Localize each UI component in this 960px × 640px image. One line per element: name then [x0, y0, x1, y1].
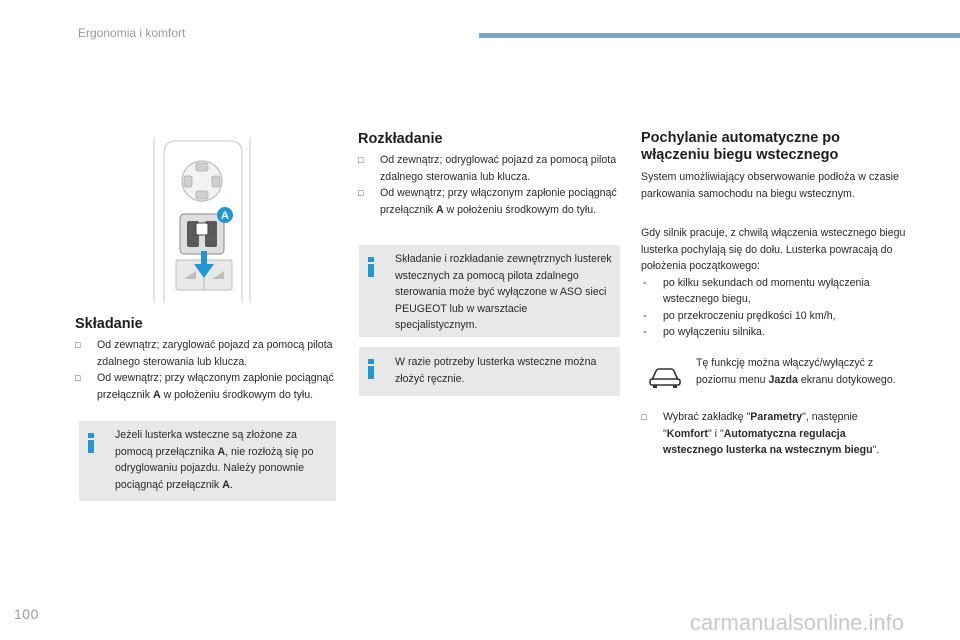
list-item: - po wyłączeniu silnika.	[643, 326, 765, 338]
heading-pochylanie: Pochylanie automatyczne po włączeniu biegu wstecznego	[641, 130, 841, 163]
square-marker: □	[75, 373, 81, 383]
car-icon	[648, 366, 682, 390]
square-marker: □	[75, 340, 81, 350]
pochylanie-step	[641, 409, 903, 459]
list-item: □ Od zewnątrz; zaryglować pojazd za pomocą pilota zdalnego sterowania lub klucza.	[75, 339, 333, 368]
section-title: Ergonomia i komfort	[78, 26, 186, 40]
list-item: - po kilku sekundach od momentu wyłączenia wstecznego biegu,	[643, 276, 870, 305]
pochylanie-description: Gdy silnik pracuje, z chwilą włączenia wstecznego biegu lusterka pochylają się do dołu. Lusterka powracają do położenia początkowego: - po kilku sekundach od momentu wyłączenia wstecznego biegu, - po przekroczeniu prędkości 10 km/h, - po wyłączeniu silnika.	[641, 225, 911, 341]
switch-label-a: A	[221, 210, 229, 222]
mirror-switch-illustration	[150, 133, 255, 303]
skladanie-list	[75, 337, 337, 403]
header-accent-bar	[479, 33, 960, 38]
pochylanie-intro: System umożliwiający obserwowanie podłoża w czasie parkowania samochodu na biegu wstecznym.	[641, 171, 899, 200]
note-rozkladanie-remote	[359, 245, 620, 337]
note-text: Składanie i rozkładanie zewnętrznych lusterek wstecznych za pomocą pilota zdalnego sterowania może być wyłączone w ASO sieci PEUGEOT lub w warsztacie specjalistycznym.	[395, 253, 612, 331]
rozkladanie-list	[358, 152, 620, 218]
list-item: □ Od zewnątrz; odryglować pojazd za pomocą pilota zdalnego sterowania lub klucza.	[358, 154, 617, 183]
note-text: Jeżeli lusterka wsteczne są złożone za pomocą przełącznika A, nie rozłożą się po odryglowaniu pojazdu. Należy ponownie pociągnąć przełącznik A.	[115, 429, 314, 491]
list-item: □ Od wewnątrz; przy włączonym zapłonie pociągnąć przełącznik A w położeniu środkowym do tyłu.	[75, 372, 334, 401]
info-icon	[368, 359, 374, 379]
list-item: □ Od wewnątrz; przy włączonym zapłonie pociągnąć przełącznik A w położeniu środkowym do tyłu.	[358, 187, 617, 216]
note-text: W razie potrzeby lusterka wsteczne można złożyć ręcznie.	[395, 356, 597, 385]
heading-rozkladanie: Rozkładanie	[358, 131, 443, 147]
info-icon	[368, 257, 374, 277]
square-marker: □	[358, 155, 364, 165]
square-marker: □	[641, 412, 647, 422]
watermark: carmanualsonline.info	[690, 610, 905, 635]
heading-skladanie: Składanie	[75, 316, 143, 332]
page-number: 100	[14, 606, 39, 622]
note-rozkladanie-manual	[359, 347, 620, 396]
list-item: - po przekroczeniu prędkości 10 km/h,	[643, 309, 836, 322]
square-marker: □	[358, 188, 364, 198]
menu-info: Tę funkcję można włączyć/wyłączyć z poziomu menu Jazda ekranu dotykowego.	[696, 357, 896, 386]
note-skladanie	[79, 421, 336, 501]
info-icon	[88, 433, 94, 453]
list-item: □ Wybrać zakładkę "Parametry", następnie "Komfort" i "Automatyczna regulacja wstecznego lusterka na wstecznym biegu".	[641, 411, 880, 456]
